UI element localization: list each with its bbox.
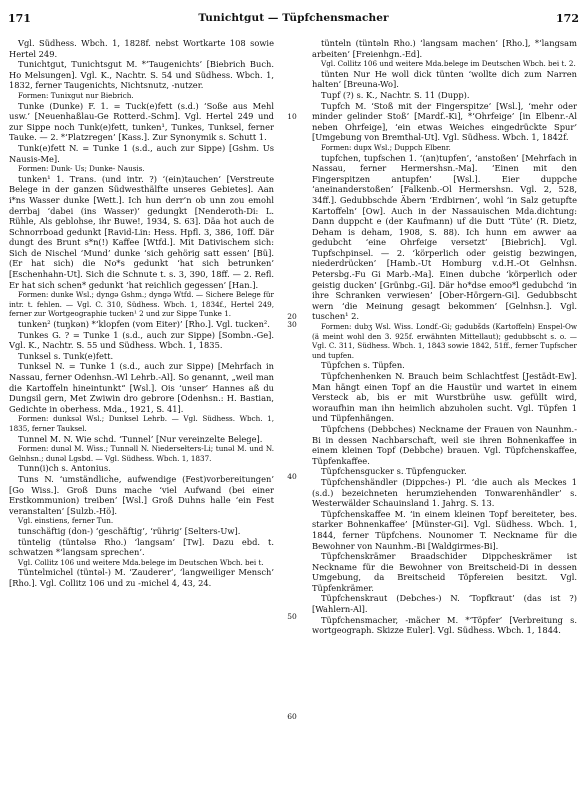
page-header [8,12,579,28]
left-column [9,38,274,793]
dictionary-entry: Tunksel s. Tunk(e)fett. [18,350,114,361]
entry-note: Formen: Dunk- Us; Dunke- Nausis. [18,164,145,174]
dictionary-entry: Tüpfchensmacher, -mächer M. *‘Töpfer’ [Verbreitung s. wortgeograph. Skizze Euler]. Vgl. Südhess. Wbch. 1, 1844. [312,614,577,636]
line-number: 40 [287,472,297,481]
dictionary-entry: Tüpfchenhenken N. Brauch beim Schlachtfest [Jestädt-Ew]. Man hängt einen Topf an die Haustür und wartet in einem Versteck ab, bis er mit Wurstbrühe usw. gefüllt wird, woraufhin man ihn heimlich abzuholen sucht. Vgl. Tüpfen 1 und Tüpfenhängen. [312,371,577,424]
dictionary-entry: Tupf (?) s. K., Nachtr. S. 11 (Dupp). [321,89,470,100]
dictionary-entry: Tüpfchenskraut (Debches-) N. ‘Topfkraut’ (das ist ?) [Wahlern-Al]. [312,593,577,615]
page-number-left: 171 [8,12,31,25]
dictionary-entry: Vgl. Südhess. Wbch. 1, 1828f. nebst Wortkarte 108 sowie Hertel 249. [9,38,274,59]
dictionary-entry: Tunnel M. N. Wie schd. ‘Tunnel’ [Nur vereinzelte Belege]. [18,433,263,444]
dictionary-entry: Tupfch M. ‘Stoß mit der Fingerspitze’ [Wsl.], ‘mehr oder minder gelinder Stoß’ [Mardf.-Ki], *‘Ohrfeige’ [in Elbenr.-Al neben Ohrfeige], ‘ein etwas Weiches eingedrückte Spur’ [Umgebung von Bremthal-Ut]. Vgl. Südhess. Wbch. 1, 1842f. [312,100,577,143]
dictionary-entry: Tunk(e)fett N. = Tunke 1 (s.d., auch zur Sippe) [Gshm. Us Nausis-Me]. [9,142,274,164]
dictionary-entry: Tunichtgut, Tunichtsgut M. *‘Taugenichts’ [Biebrich Buch. Ho Melsungen]. Vgl. K., Nachtr. S. 54 und Südhess. Wbch. 1, 1832, ferner Taugenichts, Nichtsnutz, -nutzer. [9,59,274,91]
dictionary-entry: tupfchen, tupfschen 1. ‘(an)tupfen’, ‘anstoßen’ [Mehrfach in Nassau, ferner Hermershsn.-Ma]. ‘Einen mit den Fingerspitzen antupfen’ [Wsl.]. Eier duppche ‘aneinanderstoßen’ [Falkenb.-Ol Hermershsn. Vgl. 2, 528, 34ff.]. Gedubbschde Äbern ‘Erdbirnen’, wohl ‘in Salz getupfte Kartoffeln’ [Ow]. Auch in der Nassauischen Mda.dichtung: Dann duppcht e (der Kaufmann) uf die Dutt ‘Tüte’ (R. Dietz, Deham is deham, 1908, S. 88). Ich hunn em awwer aa gedubcht ‘eine Ohrfeige versetzt’ [Biebrich]. Vgl. Tupfschpinsel. — 2. ‘körperlich oder geistig bezwingen, niederdrücken’ [Hamb.-Ut Homburg v.d.H.-Ot Gelnhsn. Petersbg.-Fu Gi Marb.-Ma]. Einen dubche ‘körperlich oder geistig ducken’ [Grünbg.-Gi]. Där ho*dse emoo*l gedubchd ‘in ihre Schranken verwiesen’ [Ober-Hörgern-Gi]. Gedubbscht wern ‘die Meinung gesagt bekommen’ [Gelnhsn.]. Vgl. tuschen¹ 2. [312,152,577,322]
entry-note: Formen: Tunixgut nur Biebrich. [18,90,134,100]
dictionary-entry: tünten Nur He woll dick tünten ‘wollte dich zum Narren halten’ [Breuna-Wo]. [312,68,577,90]
dictionary-entry: Tüpfchensgucker s. Tüpfengucker. [321,466,467,477]
dictionary-entry: tünteln (tüntəln Rho.) ‘langsam machen’ [Rho.], *‘langsam arbeiten’ [Freienhgn.-Ed]. [312,38,577,59]
dictionary-entry: Tüntelmichel (tüntəl-) M. ‘Zauderer’, ‘langweiliger Mensch’ [Rho.]. Vgl. Collitz 106 und zu -michel 4, 43, 24. [9,567,274,588]
dictionary-entry: tüntelig (tüntəlsə Rho.) ‘langsam’ [Tw]. Dazu ebd. t. schwatzen *‘langsam sprechen’. [9,536,274,558]
entry-note: Formen: dunksəl Wsl.; Dunksel Lehrb. — Vgl. Südhess. Wbch. 1, 1835, ferner Tauksel. [9,414,274,433]
line-number: 60 [287,712,297,721]
dictionary-entry: tunschäftig (don-) ‘geschäftig’, ‘rührig’ [Selters-Uw]. [18,525,241,536]
dictionary-entry: tunken¹ 1. Trans. (und intr. ?) ‘(ein)tauchen’ [Verstreute Belege in der ganzen Südwesthälfte unseres Gebietes]. Aan i*ns Wasser dunke [Wett.]. Ich hun derr’n ob unn zou emohl derrbaj ‘dabei (ins Wasser)’ gedungkt [Nenderoth-Di: L. Rühle, Als geblohse, ihr Buwe!, 1934, S. 63]. Däa hot auch de Schnorrboad gedunkt [Ravid-Lin: Hess. Hpfl. 3, 386, 10ff. Där dungt des Brunt s*n(!) Kaffee [Wtfd.]. Mit Dativischem sich: Sich de Nischel ‘Mund’ dunke ‘sich gehörig satt essen’ [Bü]. (Er hat sich) die No*s gedunkt ‘hat sich betrunken’ [Eschenhahn-Ut]. Sich die Schnute t. s. 3, 390, 18ff. — 2. Refl. Er hat sich schen* gedunkt ‘hat reichlich gegessen’ [Han.]. [9,173,274,290]
entry-note: Formen: dubʒ Wsl. Wiss. Londf.-Gi; gədubšds (Kartoffeln) Enspel-Ow (ä meint wohl den 3. 925f. erwähnten Mittellaut); gedubbscht s. o. — Vgl. C. 311, Südhess. Wbch. 1, 1843 sowie 1842, 51ff., ferner Tupfscher und tupfen. [312,322,577,360]
page-number-right: 172 [556,12,579,25]
line-number-gutter [278,38,306,793]
line-number: 10 [287,112,297,121]
dictionary-entry: Tüpfchen s. Tüpfen. [321,360,405,371]
line-number: 20 [287,312,297,321]
dictionary-entry: Tuns N. ‘umständliche, aufwendige (Fest)vorbereitungen’ [Go Wiss.]. Groß Duns mache ‘viel Aufwand (bei einer Erstkommunion) treiben’ [Wsl.] Groß Duhns halle ‘ein Fest veranstalten’ [Sulzb.-Hö]. [9,473,274,516]
dictionary-entry: Tunkes G. ? = Tunke 1 (s.d., auch zur Sippe) [Sombn.-Ge]. Vgl. K., Nachtr. S. 55 und Südhess. Wbch. 1, 1835. [9,329,274,351]
dictionary-entry: Tüpfchenshändler (Dippches-) Pl. ‘die auch als Meckes 1 (s.d.) bezeichneten herumziehenden Tonwarenhändler’ s. Westerwälder Schauinsland 1. Jahrg. S. 13. [312,476,577,509]
line-number: 30 [287,320,297,329]
running-title: Tunichtgut — Tüpfchensmacher [198,12,389,24]
entry-note: Formen: dupx Wsl.; Duppch Elbenr. [321,142,451,152]
dictionary-entry: Tüpfchens (Debbches) Neckname der Frauen von Naunhm.-Bi in dessen Nachbarschaft, weil sie ihren Bohnenkaffee in einem kleinen Topf (Debbche) brauen. Vgl. Tüpfchenskaffee, Tüpfenkaffee. [312,423,577,466]
dictionary-entry: tunken² (tuŋkən) *‘klopfen (vom Eiter)’ [Rho.]. Vgl. tucken². [18,319,270,330]
entry-note: Formen: dunəl M. Wiss.; Tunnəll N. Niedersełters-Li; tunəl M. und N. Gelnhsn.; dunəl Lgsbd. — Vgl. Südhess. Wbch. 1, 1837. [9,444,274,463]
entry-note: Formen: dunke Wsl.; dyngə Gshm.; dyngə Wtfd. — Sichere Belege für intr. t. fehlen. — Vgl. C. 310, Südhess. Wbch. 1, 1834f., Hertel 249, ferner zur Wortgeographie tucken¹ 2 und zur Sippe Tunke 1. [9,290,274,319]
dictionary-entry: Tunke (Dunke) F. 1. = Tuck(e)fett (s.d.) ‘Soße aus Mehl usw.’ [Neuenhaßlau-Ge Rotterd.-Schm]. Vgl. Hertel 249 und zur Sippe noch Tunk(e)fett, tunken¹, Tunkes, Tunksel, ferner Tauke. — 2. *‘Platzregen’ [Kass.]. Zur Synonymik s. Schutt 1. [9,100,274,143]
dictionary-entry: Tunn(i)ch s. Antonius. [18,463,111,474]
entry-note: Vgl. einstiens, ferner Tun. [18,516,114,526]
entry-note: Vgl. Collitz 106 und weitere Mda.belege im Deutschen Wbch. bei t. 2. [321,59,576,69]
dictionary-entry: Tüpfchenskaffee M. ‘in einem kleinen Topf bereiteter, bes. starker Bohnenkaffee’ [Münster-Gi]. Vgl. Südhess. Wbch. 1, 1844, ferner Tüpfchens. Nounomer T. Neckname für die Bewohner von Naunhm.-Bi [Waldgirmes-Bi]. [312,508,577,551]
line-number: 50 [287,612,297,621]
dictionary-entry: Tüpfchenskrämer Braadschider Dippcheskrämer ist Neckname für die Bewohner von Breitscheid-Di in dessen Umgebung, da Breitscheid Töpfereien besitzt. Vgl. Tüpfenkrämer. [312,551,577,593]
right-column [312,38,577,793]
entry-note: Vgl. Collitz 106 und weitere Mda.belege im Deutschen Wbch. bei t. [18,557,264,567]
dictionary-entry: Tunksel N. = Tunke 1 (s.d., auch zur Sippe) [Mehrfach in Nassau, ferner Odenhsn.-Wl Lehrb.-Al]. So genannt, „weil man die Kartoffeln hineintunkt“ [Wsl.]. Ois ‘unser’ Hannes aß du Dungsil gern, Met Zwiwin dro gebrore [Odenhsn.: H. Bastian, Gedichte in oberhess. Mda., 1921, S. 41]. [9,361,274,414]
